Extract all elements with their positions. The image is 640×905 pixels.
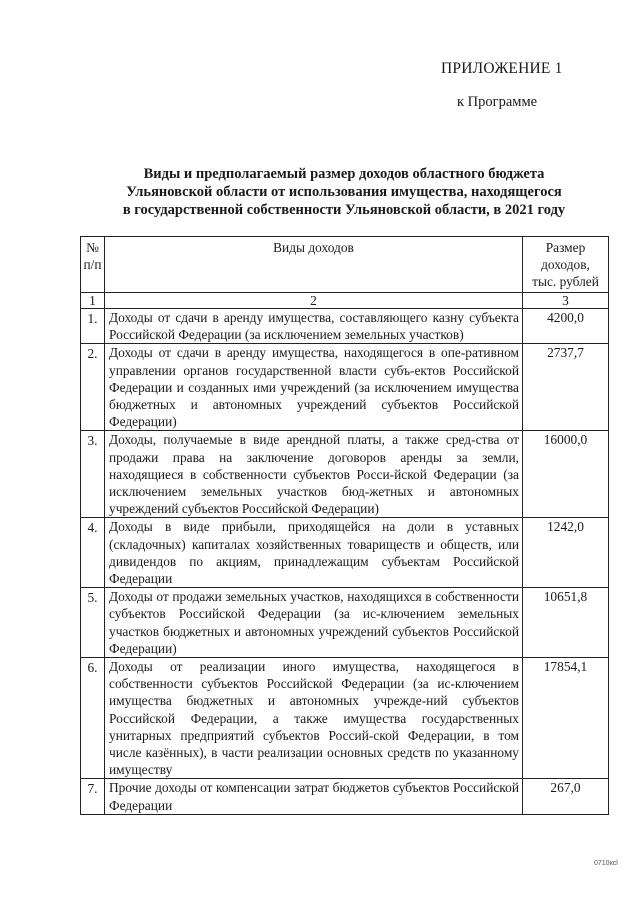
row-number: 4. [81, 518, 105, 588]
title-line-2: Ульяновской области от использования имущества, находящегося [126, 184, 562, 200]
row-number: 5. [81, 588, 105, 658]
row-amount: 16000,0 [523, 431, 609, 518]
row-number: 3. [81, 431, 105, 518]
row-amount: 17854,1 [523, 658, 609, 779]
title-line-1: Виды и предполагаемый размер доходов областного бюджета [143, 166, 545, 182]
header-income-type: Виды доходов [105, 237, 523, 293]
table-row [81, 658, 609, 779]
title-line-3: в государственной собственности Ульяновской области, в 2021 году [122, 202, 566, 218]
header-number [81, 237, 105, 293]
table-row [81, 309, 609, 344]
row-amount: 10651,8 [523, 588, 609, 658]
row-number: 6. [81, 658, 105, 779]
header-amount-line-3: тыс. рублей [532, 274, 599, 289]
appendix-label: ПРИЛОЖЕНИЕ 1 [441, 60, 563, 77]
row-amount: 1242,0 [523, 518, 609, 588]
row-number: 7. [81, 779, 105, 814]
table-row [81, 344, 609, 431]
table-row [81, 779, 609, 814]
document-title [80, 165, 608, 219]
row-income-type: Доходы, получаемые в виде арендной платы, а также сред-ства от продажи права на заключение договоров аренды за земли, находящиеся в собственности субъектов Росси-йской Федерации (за исключением земельных участков бюд-жетных и автономных учреждений субъектов Российской Федерации) [105, 431, 523, 518]
row-amount: 267,0 [523, 779, 609, 814]
row-number: 1. [81, 309, 105, 344]
row-income-type: Доходы от сдачи в аренду имущества, составляющего казну субъекта Российской Федерации (за исключением земельных участков) [105, 309, 523, 344]
table-header-row [81, 237, 609, 293]
row-income-type: Доходы от реализации иного имущества, находящегося в собственности субъектов Российской Федерации (за ис-ключением имущества бюджетных и автономных учрежде-ний субъектов Российской Федерации, а также имущества государственных унитарных предприятий субъектов Россий-ской Федерации, в том числе казённых), в части реализации основных средств по указанному имуществу [105, 658, 523, 779]
to-program-label: к Программе [457, 94, 538, 110]
row-amount: 4200,0 [523, 309, 609, 344]
footer-code: 0710ксl [594, 860, 618, 867]
table-row [81, 588, 609, 658]
income-table [80, 236, 609, 815]
row-income-type: Доходы в виде прибыли, приходящейся на доли в уставных (складочных) капиталах хозяйственных товариществ и обществ, или дивидендов по акциям, принадлежащим субъектам Российской Федерации [105, 518, 523, 588]
header-amount-line-1: Размер [545, 240, 586, 255]
column-index-1: 1 [81, 293, 105, 309]
table-row [81, 431, 609, 518]
header-number-line-2: п/п [83, 257, 102, 273]
column-index-row [81, 293, 609, 309]
header-amount [523, 237, 609, 293]
table-row [81, 518, 609, 588]
header-amount-line-2: доходов, [541, 257, 590, 272]
row-income-type: Прочие доходы от компенсации затрат бюджетов субъектов Российской Федерации [105, 779, 523, 814]
row-amount: 2737,7 [523, 344, 609, 431]
row-income-type: Доходы от продажи земельных участков, находящихся в собственности субъектов Российской Федерации (за ис-ключением земельных участков бюджетных и автономных учреждений субъектов Российской Федерации) [105, 588, 523, 658]
column-index-3: 3 [523, 293, 609, 309]
row-income-type: Доходы от сдачи в аренду имущества, находящегося в опе-ративном управлении органов государственной власти субъ-ектов Российской Федерации и созданных ими учреждений (за исключением имущества бюджетных и автономных учреждений субъектов Российской Федерации) [105, 344, 523, 431]
column-index-2: 2 [105, 293, 523, 309]
row-number: 2. [81, 344, 105, 431]
header-number-line-1: № [86, 240, 99, 255]
